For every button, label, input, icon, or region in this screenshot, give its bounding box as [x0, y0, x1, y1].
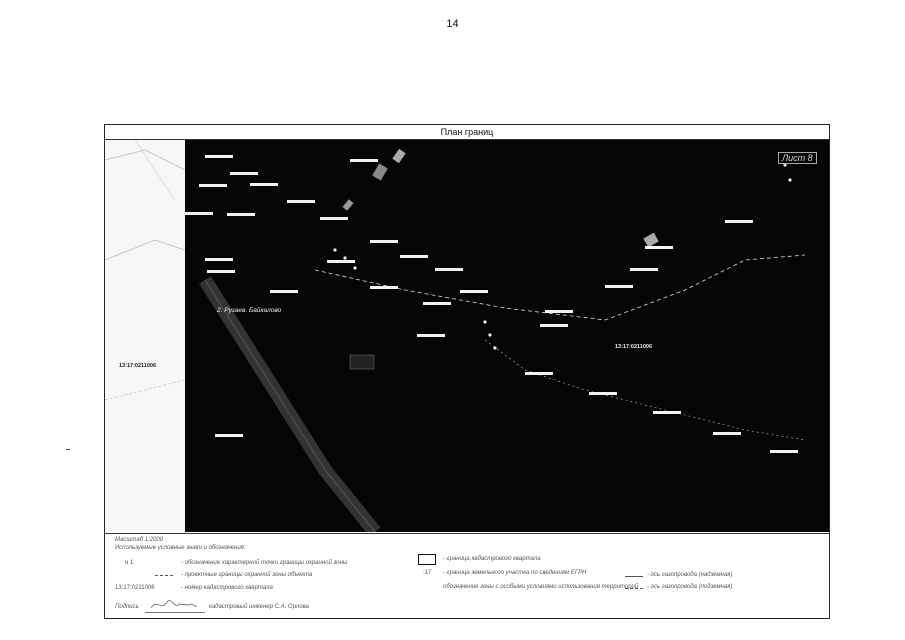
- parcel-tag: [423, 302, 451, 305]
- parcel-tag: [525, 372, 553, 375]
- parcel-tag: [207, 270, 235, 273]
- parcel-tag: [185, 212, 213, 215]
- parcel-tag: [350, 159, 378, 162]
- parcel-tag: [199, 184, 227, 187]
- sheet-label: Лист 8: [778, 152, 817, 164]
- legend-scale: Масштаб 1:2000: [115, 537, 164, 543]
- parcel-tag: [713, 432, 741, 435]
- satellite-map: [185, 140, 829, 532]
- legend-point-symbol: н 1: [125, 560, 134, 566]
- parcel-tag: [605, 285, 633, 288]
- quarter-label-left: 13:17:0211006: [119, 363, 157, 369]
- parcel-tag: [725, 220, 753, 223]
- parcel-tag: [287, 200, 315, 203]
- legend-heading: Используемые условные знаки и обозначения:: [115, 545, 246, 551]
- legend-underground-text: - ось газопровода (подземная): [647, 584, 733, 590]
- legend-zone-line: [155, 575, 173, 576]
- parcel-tag: [460, 290, 488, 293]
- map-left-strip: [105, 140, 185, 532]
- legend-quarter-text: - номер кадастрового квартала: [181, 585, 273, 591]
- parcel-tag: [270, 290, 298, 293]
- legend-quarter-boundary-symbol: [418, 554, 436, 565]
- parcel-tag: [653, 411, 681, 414]
- quarter-label-inner: 13:17:0211006: [615, 344, 653, 350]
- parcel-tag: [250, 183, 278, 186]
- parcel-tag: [205, 155, 233, 158]
- parcel-tag: [645, 246, 673, 249]
- legend-quarter-symbol: 13:17:0211006: [115, 585, 155, 591]
- legend-zone-text: - проектные границы охранной зоны объекта: [181, 572, 313, 578]
- legend-overground-text: - ось газопровода (надземная): [647, 572, 733, 578]
- parcel-tag: [230, 172, 258, 175]
- legend-underground-line: [625, 588, 643, 589]
- left-strip-lines: [105, 140, 185, 532]
- street-label: 2. Рузаев. Байкалово: [217, 307, 282, 314]
- signature-text: кадастровый инженер С.А. Орлова: [209, 604, 309, 610]
- parcel-tag: [770, 450, 798, 453]
- plan-title: План границ: [105, 125, 829, 140]
- signature-line: [145, 612, 205, 613]
- parcel-tag: [205, 258, 233, 261]
- legend-special-zone-text: обозначение зоны с особыми условиями использования территорий: [443, 584, 639, 590]
- legend-parcel-text: - граница земельного участка по сведениям ЕГРН: [443, 570, 587, 576]
- parcel-tag: [400, 255, 428, 258]
- legend: [105, 533, 829, 619]
- boundary-plan-sheet: [104, 124, 830, 619]
- parcel-tag: [589, 392, 617, 395]
- parcel-tag: [327, 260, 355, 263]
- legend-point-text: - обозначение характерной точки границы охранной зоны: [181, 560, 348, 566]
- parcel-tag: [370, 240, 398, 243]
- parcel-tag: [320, 217, 348, 220]
- legend-parcel-symbol: :17: [423, 570, 432, 576]
- page-number: 14: [446, 18, 459, 30]
- parcel-tag: [215, 434, 243, 437]
- signature-label: Подпись: [115, 604, 139, 610]
- legend-quarter-boundary-text: - граница кадастрового квартала: [443, 556, 541, 562]
- parcel-tag: [435, 268, 463, 271]
- parcel-tag: [540, 324, 568, 327]
- legend-overground-line: [625, 576, 643, 577]
- margin-mark: [66, 449, 70, 450]
- parcel-tag: [630, 268, 658, 271]
- parcel-tag: [370, 286, 398, 289]
- parcel-tag: [227, 213, 255, 216]
- map-features: [185, 140, 829, 532]
- parcel-tag: [417, 334, 445, 337]
- parcel-tag: [545, 310, 573, 313]
